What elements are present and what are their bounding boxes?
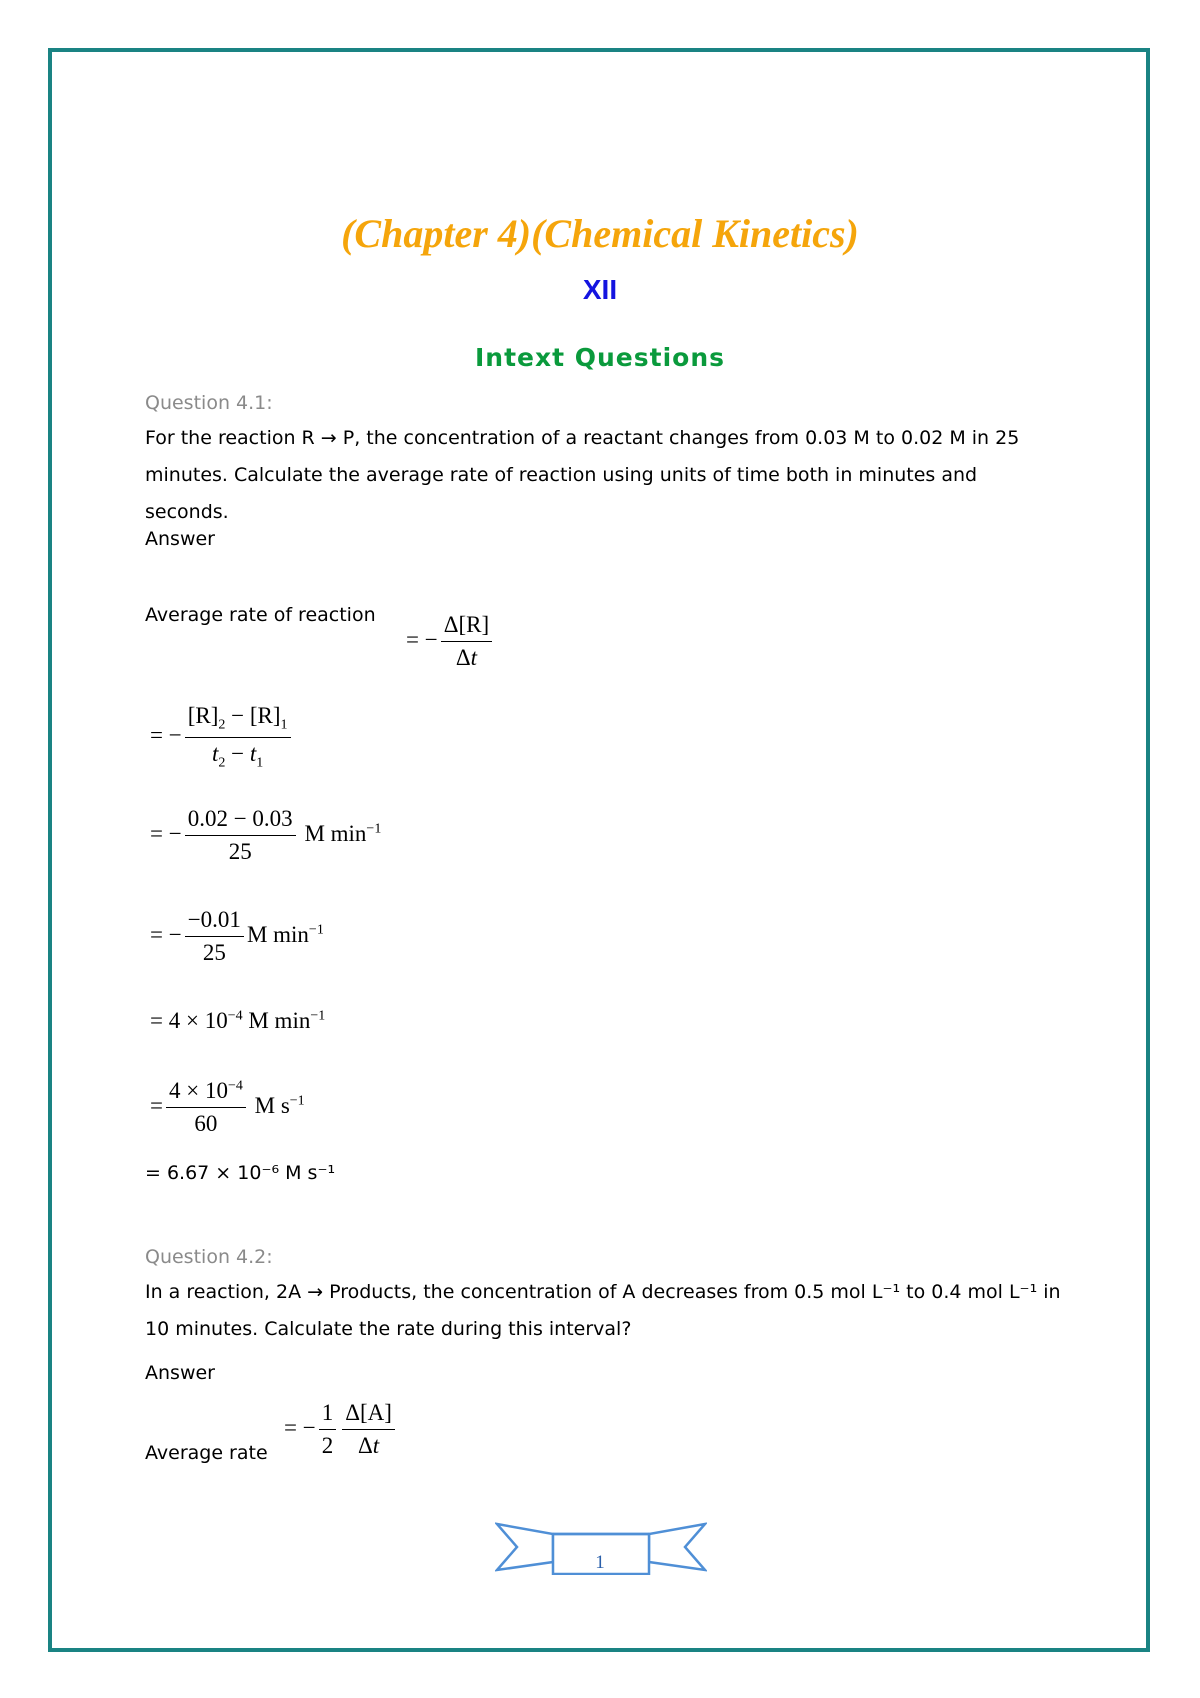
page-number: 1 [595, 1552, 605, 1573]
question-4-1-heading: Question 4.1: [145, 392, 273, 414]
equation-rate-2a: = − $\frac{1}{2}$ $\frac{\Delta[A]}{\Delta t}$ [284, 1400, 398, 1460]
equation-step-5: = $\frac{4 \times 10^{-4}}{60}$ M $s^{-1}$ [150, 1078, 305, 1137]
grade-label: XII [582, 274, 618, 305]
question-4-1-answer-label: Answer [145, 528, 215, 550]
section-heading: Intext Questions [474, 343, 726, 372]
equation-step-3: = − $\frac{-0.01}{25}$ M $\min^{-1}$ [150, 907, 324, 966]
equation-step-4: = $4 \times 10^{-4}$ M $\min^{-1}$ [150, 1008, 326, 1033]
chapter-title: (Chapter 4)(Chemical Kinetics) [341, 211, 859, 256]
average-rate-label: Average rate [145, 1442, 268, 1464]
question-4-2-answer-label: Answer [145, 1362, 215, 1384]
question-4-2-heading: Question 4.2: [145, 1246, 273, 1268]
question-4-2-text: In a reaction, 2A → Products, the concentration of A decreases from 0.5 mol L⁻¹ to 0.4 mol L⁻¹ in 10 minutes. Calculate the rate during this interval? [145, 1281, 1061, 1340]
equation-step-1: = − $\frac{[R]_2 - [R]_1}{t_2 - t_1}$ [150, 703, 294, 771]
question-4-1-result: = 6.67 × 10⁻⁶ M s⁻¹ [145, 1162, 336, 1184]
equation-rate-definition: = − $\frac{\Delta[R]}{\Delta t}$ [406, 612, 495, 672]
equation-step-2: = − $\frac{0.02 - 0.03}{25}$ M $\min^{-1}$ [150, 806, 382, 865]
question-4-1-text: For the reaction R → P, the concentration of a reactant changes from 0.03 M to 0.02 M in 25 minutes. Calculate the average rate of reaction using units of time both in minutes and seconds. [145, 427, 1020, 523]
average-rate-of-reaction-label: Average rate of reaction [145, 604, 376, 626]
